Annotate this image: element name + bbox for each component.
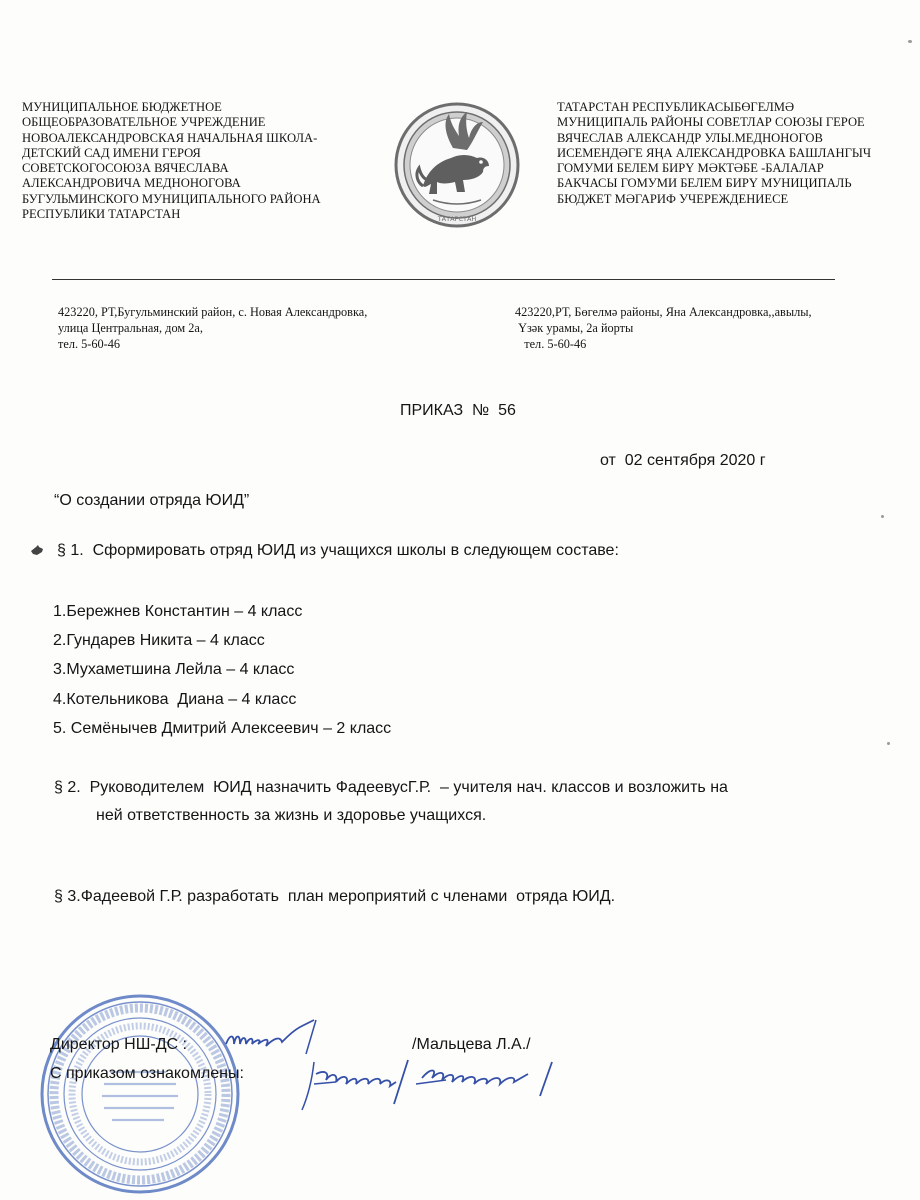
- header-left-line: ОБЩЕОБРАЗОВАТЕЛЬНОЕ УЧРЕЖДЕНИЕ: [22, 115, 266, 130]
- header-right-line: МУНИЦИПАЛЬ РАЙОНЫ СОВЕТЛАР СОЮЗЫ ГЕРОЕ: [557, 115, 865, 130]
- director-name: /Мальцева Л.А./: [412, 1036, 531, 1053]
- address-left-line: тел. 5-60-46: [58, 337, 121, 351]
- address-left-line: 423220, РТ,Бугульминский район, с. Новая Александровка,: [58, 305, 368, 319]
- paragraph-2-line-1: § 2. Руководителем ЮИД назначить ФадеевусГ.Р. – учителя нач. классов и возложить на: [54, 779, 728, 796]
- header-right-line: БЮДЖЕТ МӘГАРИФ УЧЕРЕЖДЕНИЕСЕ: [557, 191, 789, 206]
- paragraph-2: [54, 774, 874, 830]
- paragraph-2-line-2: ней ответственность за жизнь и здоровье учащихся.: [96, 807, 487, 824]
- header-right-line: ИСЕМЕНДӘГЕ ЯҢА АЛЕКСАНДРОВКА БАШЛАНГЫЧ: [557, 145, 872, 160]
- address-right: [515, 304, 812, 352]
- header-left-line: БУГУЛЬМИНСКОГО МУНИЦИПАЛЬНОГО РАЙОНА: [22, 191, 321, 206]
- list-item: 1.Бережнев Константин – 4 класс: [53, 603, 303, 620]
- list-item: 2.Гундарев Никита – 4 класс: [53, 632, 265, 650]
- address-left-line: улица Центральная, дом 2а,: [58, 321, 203, 335]
- header-right-line: БАКЧАСЫ ГОМУМИ БЕЛЕМ БИРҮ МУНИЦИПАЛЬ: [557, 176, 852, 191]
- scan-speck: [887, 742, 890, 745]
- list-item: 5. Семёнычев Дмитрий Алексеевич – 2 класс: [53, 719, 392, 737]
- paragraph-1: § 1. Сформировать отряд ЮИД из учащихся школы в следующем составе:: [57, 542, 619, 559]
- header-left-line: РЕСПУБЛИКИ ТАТАРСТАН: [22, 207, 181, 222]
- header-left-line: МУНИЦИПАЛЬНОЕ БЮДЖЕТНОЕ: [22, 100, 222, 114]
- acquainted-label: С приказом ознакомлены:: [50, 1065, 244, 1082]
- tatarstan-emblem-icon: [393, 100, 521, 230]
- header-right-line: ГОМУМИ БЕЛЕМ БИРҮ МӘКТӘБЕ -БАЛАЛАР: [557, 161, 824, 176]
- address-right-line: Үзәк урамы, 2а йорты: [515, 321, 634, 335]
- header-right-line: ТАТАРСТАН РЕСПУБЛИКАСЫБӨГЕЛМӘ: [557, 100, 795, 114]
- director-label: Директор НШ-ДС :: [50, 1036, 187, 1053]
- address-right-line: тел. 5-60-46: [515, 337, 587, 351]
- order-subject: “О создании отряда ЮИД”: [54, 492, 250, 509]
- header-right-block: [557, 100, 912, 207]
- header-left-block: [22, 100, 367, 222]
- header-left-line: СОВЕТСКОГОСОЮЗА ВЯЧЕСЛАВА: [22, 161, 229, 176]
- header-left-line: НОВОАЛЕКСАНДРОВСКАЯ НАЧАЛЬНАЯ ШКОЛА-: [22, 130, 318, 145]
- header-left-line: ДЕТСКИЙ САД ИМЕНИ ГЕРОЯ: [22, 145, 201, 160]
- emblem-label: ТАТАРСТАН: [437, 215, 477, 223]
- scan-speck: [881, 515, 884, 518]
- order-date: от 02 сентября 2020 г: [600, 452, 766, 469]
- list-item: 3.Мухаметшина Лейла – 4 класс: [53, 661, 295, 679]
- scan-speck: [908, 40, 912, 43]
- address-left: [58, 304, 367, 352]
- list-item: 4.Котельникова Диана – 4 класс: [53, 690, 297, 708]
- hand-bullet-icon: [30, 544, 44, 556]
- header-left-line: АЛЕКСАНДРОВИЧА МЕДНОНОГОВА: [22, 176, 241, 191]
- paragraph-3: § 3.Фадеевой Г.Р. разработать план мероприятий с членами отряда ЮИД.: [54, 888, 616, 905]
- member-list: [53, 597, 391, 743]
- order-title: ПРИКАЗ № 56: [400, 402, 516, 419]
- school-stamp-icon: [38, 992, 243, 1197]
- acquainted-signatures-icon: [296, 1052, 586, 1114]
- header-divider: [52, 279, 835, 280]
- address-right-line: 423220,РТ, Бөгелмә районы, Яна Александровка,,авылы,: [515, 305, 812, 319]
- header-right-line: ВЯЧЕСЛАВ АЛЕКСАНДР УЛЫ.МЕДНОНОГОВ: [557, 130, 823, 145]
